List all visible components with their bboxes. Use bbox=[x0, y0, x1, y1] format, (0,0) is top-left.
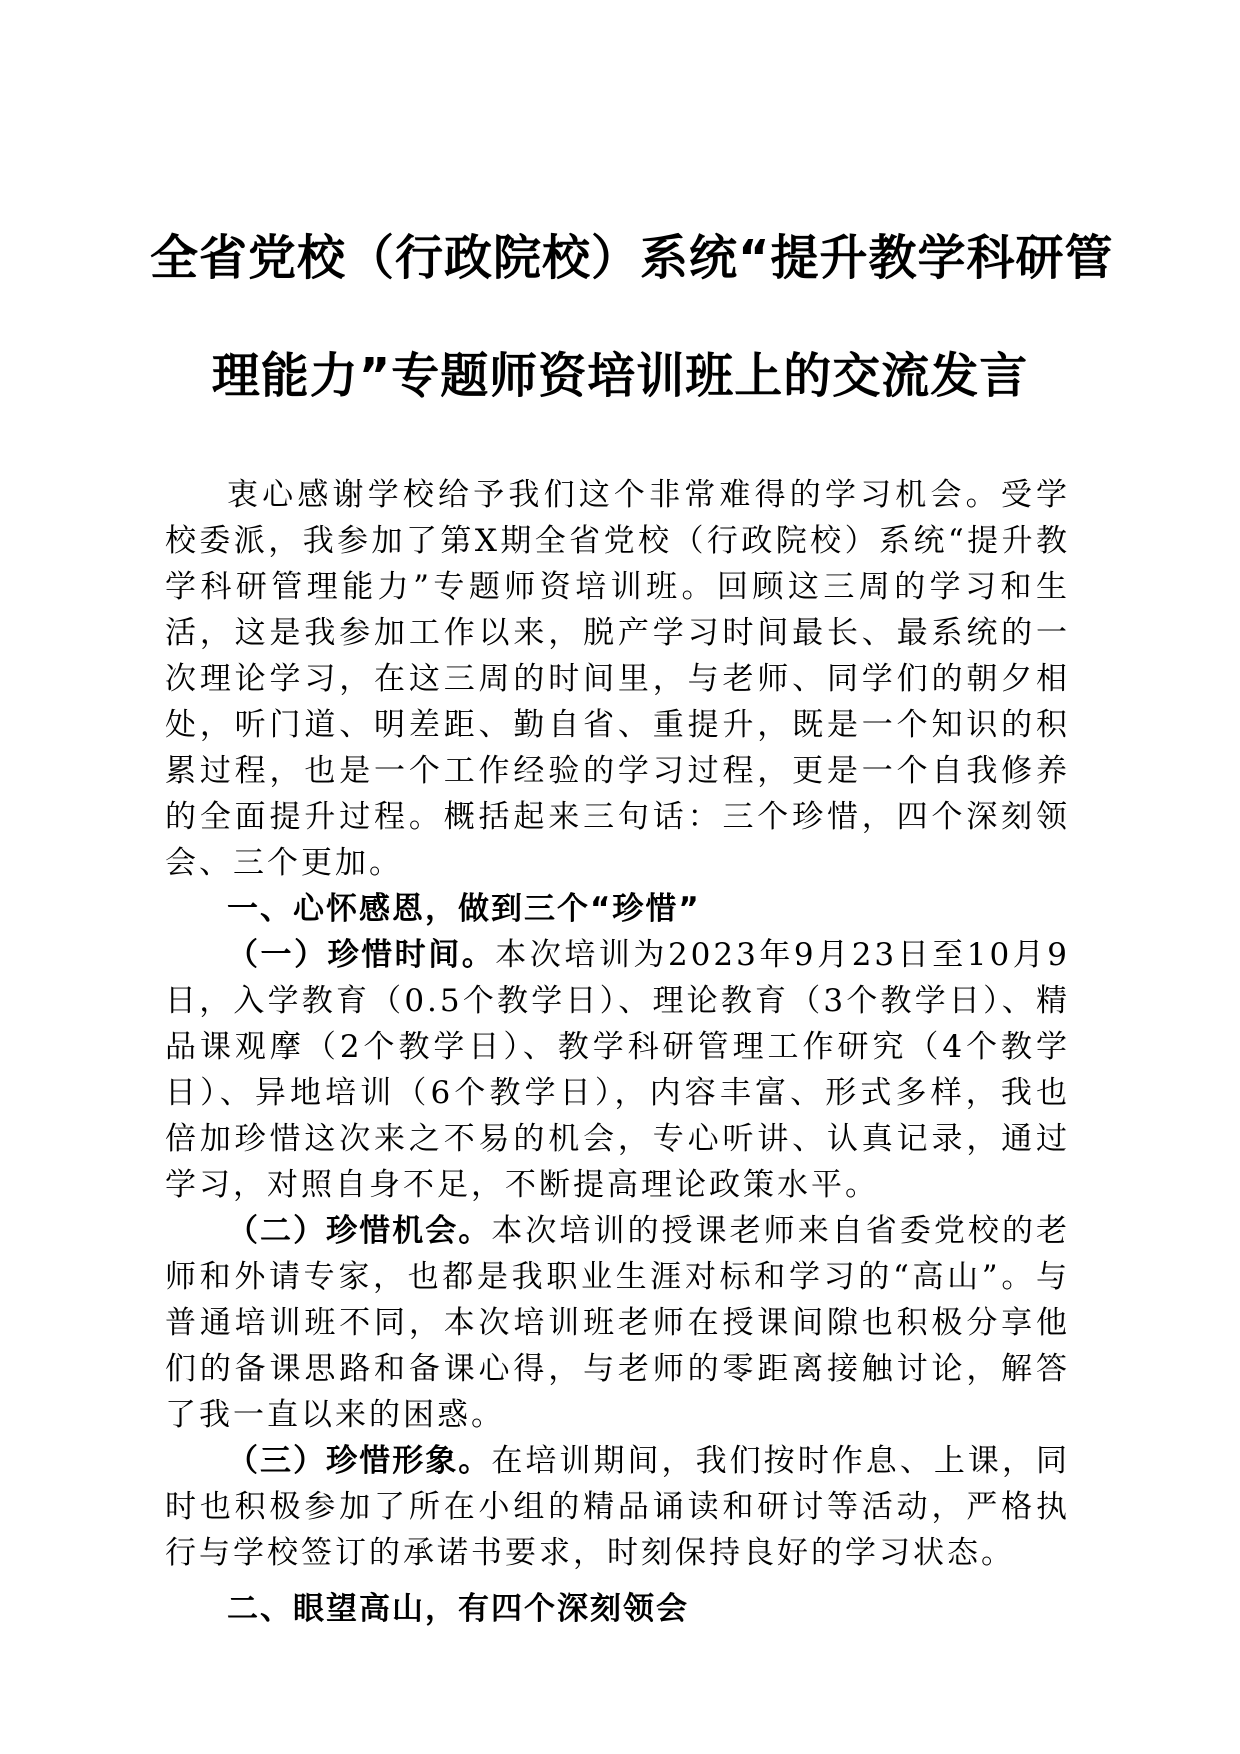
subsection-body-2: 本次培训的授课老师来自省委党校的老师和外请专家，也都是我职业生涯对标和学习的“高山”。与普通培训班不同，本次培训班老师在授课间隙也积极分享他们的备课思路和备课心得，与老师的零距离接触讨论，解答了我一直以来的困惑。 bbox=[165, 1213, 1071, 1433]
document-body bbox=[165, 472, 1070, 1632]
subsection-lead-2: （二）珍惜机会。 bbox=[227, 1213, 492, 1249]
subsection-paragraph-2 bbox=[165, 1208, 1070, 1438]
document-title-line-1: 全省党校（行政院校）系统“提升教学科研管 bbox=[150, 230, 1114, 286]
subsection-lead-1: （一）珍惜时间。 bbox=[227, 937, 496, 973]
subsection-paragraph-3 bbox=[165, 1438, 1070, 1576]
section-heading-1: 一、心怀感恩，做到三个“珍惜” bbox=[227, 891, 701, 927]
subsection-paragraph-1 bbox=[165, 932, 1070, 1208]
document-title-line-2: 理能力”专题师资培训班上的交流发言 bbox=[211, 348, 1029, 404]
subsection-body-3: 在培训期间，我们按时作息、上课，同时也积极参加了所在小组的精品诵读和研讨等活动，严格执行与学校签订的承诺书要求，时刻保持良好的学习状态。 bbox=[165, 1443, 1071, 1571]
intro-paragraph: 衷心感谢学校给予我们这个非常难得的学习机会。受学校委派，我参加了第X期全省党校（行政院校）系统“提升教学科研管理能力”专题师资培训班。回顾这三周的学习和生活，这是我参加工作以来，脱产学习时间最长、最系统的一次理论学习，在这三周的时间里，与老师、同学们的朝夕相处，听门道、明差距、勤自省、重提升，既是一个知识的积累过程，也是一个工作经验的学习过程，更是一个自我修养的全面提升过程。概括起来三句话：三个珍惜，四个深刻领会、三个更加。 bbox=[165, 477, 1070, 881]
subsection-body-1: 本次培训为2023年9月23日至10月9日，入学教育（0.5个教学日）、理论教育（3个教学日）、精品课观摩（2个教学日）、教学科研管理工作研究（4个教学日）、异地培训（6个教学日），内容丰富、形式多样，我也倍加珍惜这次来之不易的机会，专心听讲、认真记录，通过学习，对照自身不足，不断提高理论政策水平。 bbox=[165, 937, 1070, 1203]
subsection-lead-3: （三）珍惜形象。 bbox=[227, 1443, 492, 1479]
section-heading-2: 二、眼望高山，有四个深刻领会 bbox=[227, 1591, 689, 1627]
